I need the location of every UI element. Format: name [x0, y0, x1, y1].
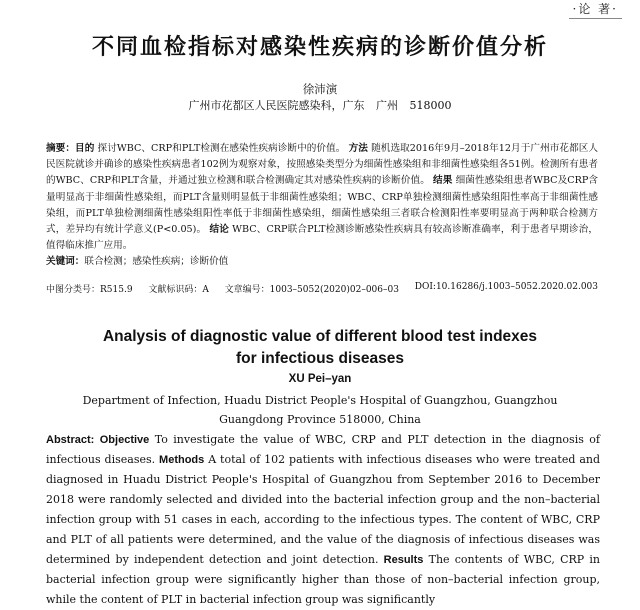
english-affiliation: Department of Infection, Huadu District People's Hospital of Guangzhou, Guangzhou Guangdong Province 518000, China: [82, 394, 558, 426]
english-abstract: [46, 430, 600, 610]
section-tag: ·论 著·: [569, 0, 622, 19]
abstract-label: Abstract:: [46, 434, 95, 446]
objective-text: 探讨WBC、CRP和PLT检测在感染性疾病诊断中的价值。: [97, 143, 346, 154]
abstract-label: 摘要：: [46, 143, 76, 154]
objective-text: To investigate the value of WBC, CRP and PLT detection in the diagnosis of infectious diseases.: [46, 433, 600, 466]
doi: DOI:10.16286/j.1003–5052.2020.02.003: [414, 282, 598, 292]
result-text: 细菌性感染组患者WBC及CRP含量明显高于非细菌性感染组，而PLT含量则明显低于非细菌性感染组；WBC、CRP单独检测细菌性感染组阳性率高于非细菌性感染组，而PLT单独检测细菌性感染组阳性率低于非细菌性感染组，细菌性感染组三者联合检测阳性率要明显高于两种联合检测方式，差异均有统计学意义(P<0.05)。: [46, 175, 599, 236]
methods-text: A total of 102 patients with infectious diseases who were treated and diagnosed in Huadu District People's Hospital of Guangzhou from September 2016 to December 2018 were randomly selected and divided into the bacterial infection group and the non–bacterial infection group with 51 cases in each, according to the infectious types. The content of WBC, CRP and PLT of all patients were determined, and the value of the diagnosis of infectious diseases was determined by independent detection and joint detection.: [46, 453, 601, 566]
objective-label: 目的: [75, 143, 95, 154]
english-title-line-2: for infectious diseases: [236, 350, 404, 367]
chinese-abstract: [46, 141, 598, 271]
keywords-text: 联合检测；感染性疾病；诊断价值: [84, 256, 229, 268]
conclusion-label: 结论: [209, 224, 229, 236]
english-author: XU Pei–yan: [288, 373, 352, 385]
article-meta: [46, 282, 598, 295]
methods-label: Methods: [159, 454, 205, 466]
english-title: [0, 326, 640, 370]
results-label: Results: [383, 554, 424, 566]
conclusion-text: WBC、CRP联合PLT检测诊断感染性疾病具有较高诊断准确率，利于患者早期诊治，值得临床推广应用。: [46, 224, 599, 252]
chinese-author: 徐沛演: [302, 82, 338, 96]
chinese-affiliation: 广州市花都区人民医院感染科，广东 广州 518000: [188, 99, 452, 112]
chinese-title: 不同血检指标对感染性疾病的诊断价值分析: [91, 34, 548, 60]
document-code: 文献标识码：A: [148, 285, 209, 295]
keywords-label: 关键词：: [46, 256, 85, 268]
result-label: 结果: [433, 175, 453, 187]
method-text: 随机选取2016年9月–2018年12月于广州市花都区人民医院就诊并确诊的感染性疾病患者102例为观察对象，按照感染类型分为细菌性感染组和非细菌性感染组各51例。检测所有患者的WBC、CRP和PLT含量，并通过独立检测和联合检测确定其对感染性疾病的诊断价值。: [46, 143, 599, 187]
results-text: The contents of WBC, CRP in bacterial infection group were significantly higher than those of non–bacterial infection group, while the content of PLT in bacterial infection group was significantly: [46, 553, 601, 606]
objective-label: Objective: [99, 434, 150, 446]
clc-number: 中图分类号：R515.9: [46, 285, 133, 295]
article-number: 文章编号：1003–5052(2020)02–006–03: [224, 285, 399, 295]
english-title-line-1: Analysis of diagnostic value of different blood test indexes: [102, 328, 538, 345]
method-label: 方法: [348, 143, 368, 154]
